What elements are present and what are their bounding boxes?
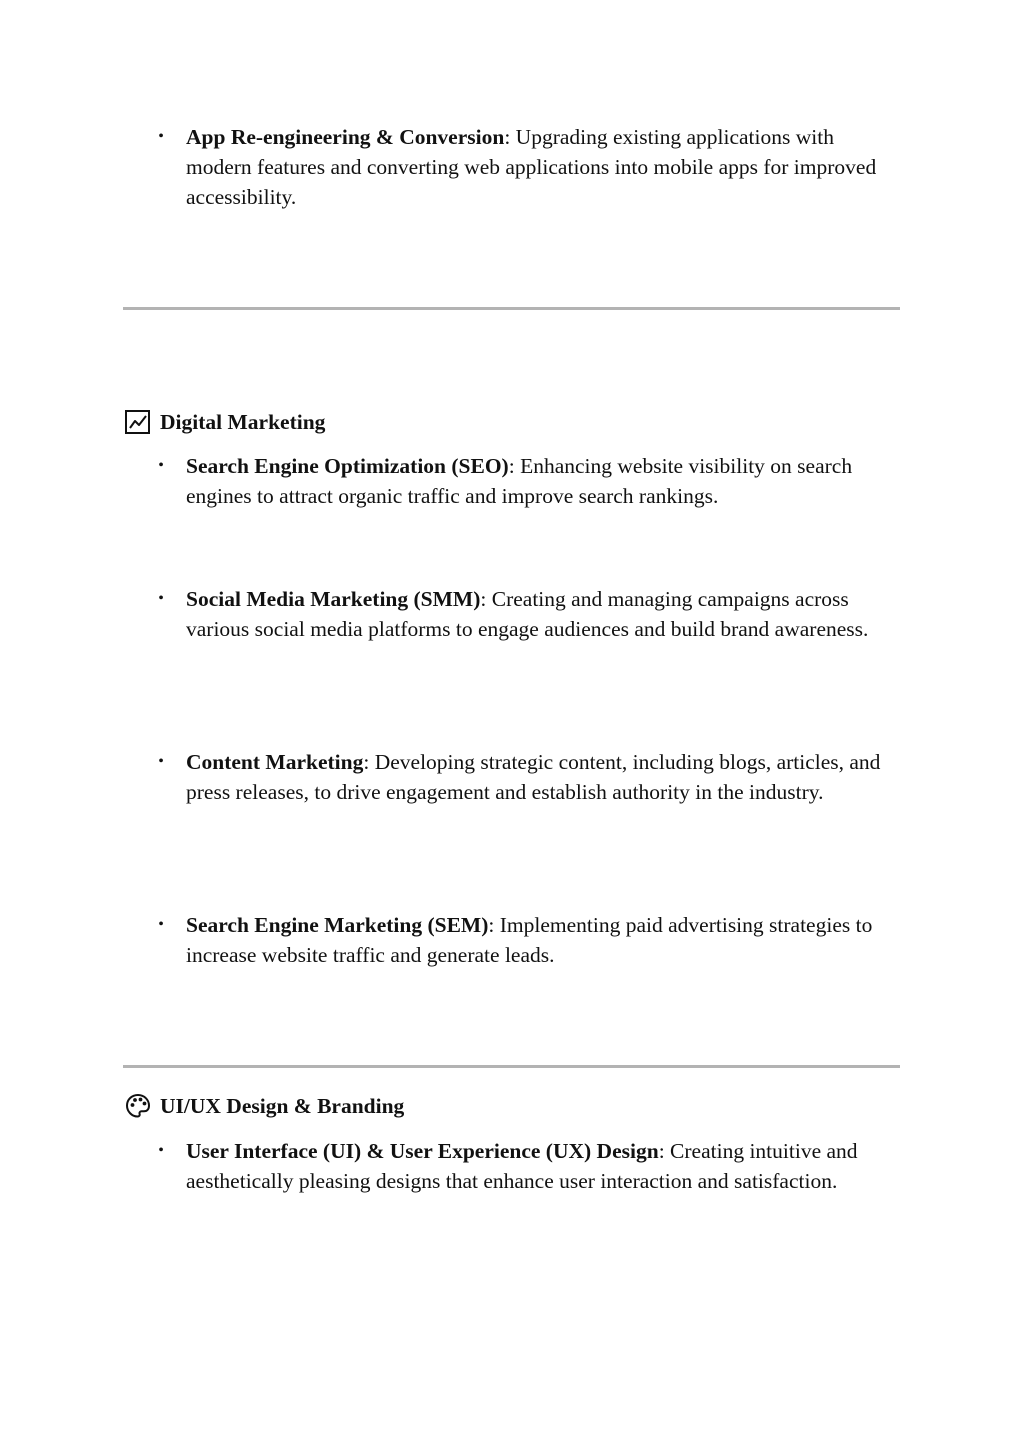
list-item-smm [158,584,901,644]
item-title: Search Engine Optimization (SEO) [186,454,509,478]
item-separator: : [363,750,370,774]
palette-icon [124,1092,152,1120]
item-separator: : [480,587,487,611]
chart-trend-icon [124,408,152,436]
list-item-seo [158,451,901,511]
item-description: Implementing paid advertising strategies to increase website traffic and generate leads. [186,913,873,967]
item-separator: : [658,1139,665,1163]
item-separator: : [488,913,495,937]
item-description: Developing strategic content, including blogs, articles, and press releases, to drive engagement and establish authority in the industry. [186,750,881,804]
item-separator: : [508,454,515,478]
list-item-ui-ux-design [158,1136,901,1196]
item-description: Enhancing website visibility on search engines to attract organic traffic and improve search rankings. [186,454,853,508]
section-heading-uiux-branding [124,1091,404,1121]
list-item-app-reengineering [158,122,901,212]
item-title: User Interface (UI) & User Experience (UX) Design [186,1139,659,1163]
section-divider [123,307,900,310]
bullet: • [158,590,164,607]
item-title: Social Media Marketing (SMM) [186,587,481,611]
section-divider [123,1065,900,1068]
bullet: • [158,753,164,770]
item-title: App Re-engineering & Conversion [186,125,505,149]
item-description: Upgrading existing applications with modern features and converting web applications into mobile apps for improved accessibility. [186,125,877,209]
item-title: Search Engine Marketing (SEM) [186,913,489,937]
item-description: Creating and managing campaigns across various social media platforms to engage audiences and build brand awareness. [186,587,869,641]
bullet: • [158,128,164,145]
section-heading-digital-marketing [124,407,325,437]
bullet: • [158,916,164,933]
item-description: Creating intuitive and aesthetically pleasing designs that enhance user interaction and satisfaction. [186,1139,858,1193]
item-title: Content Marketing [186,750,364,774]
section-heading-label: Digital Marketing [160,410,326,434]
list-item-content-marketing [158,747,901,807]
bullet: • [158,1142,164,1159]
section-heading-label: UI/UX Design & Branding [160,1094,405,1118]
item-separator: : [504,125,511,149]
bullet: • [158,457,164,474]
list-item-sem [158,910,901,970]
